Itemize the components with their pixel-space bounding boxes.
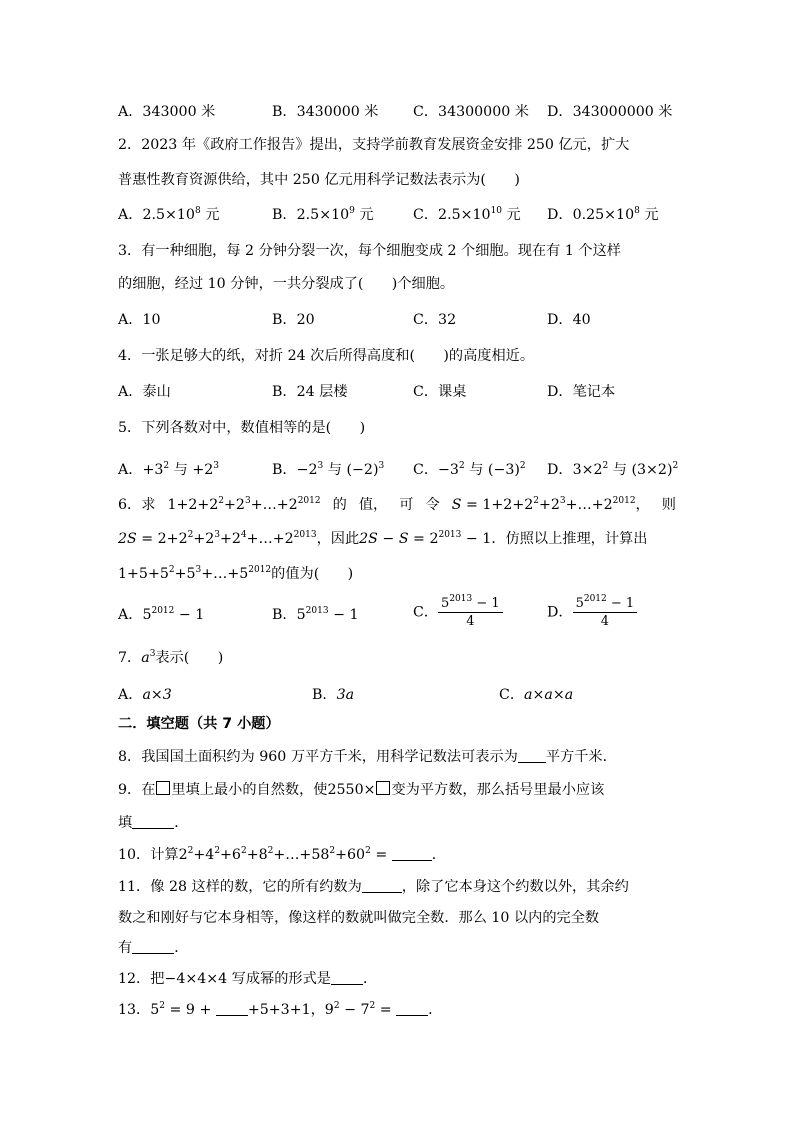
q6-stem-line2: $2S = 2+2^2+2^3+2^4+\dots+2^{2013}$，因此$2S - S = 2^{2013} - 1$．仿照以上推理，计算出	[118, 530, 648, 547]
q6-option-a: A．$5^{2012} - 1$	[118, 606, 205, 623]
q5-option-b: B．$-2^3$ 与 $(-2)^3$	[272, 461, 385, 478]
q6-option-d: D． $\frac{5^{2012} - 1}{4}$	[547, 597, 637, 628]
q12-answer-blank[interactable]	[331, 971, 363, 985]
q10-stem: 10．计算$2^2+4^2+6^2+8^2+\dots+58^2+60^2$ = ．	[118, 846, 446, 863]
q12-stem: 12．把−4×4×4 写成幂的形式是 ．	[118, 971, 378, 987]
q4-option-b: B．24 层楼	[272, 384, 348, 400]
q5-option-c: C．$-3^2$ 与 $(-3)^2$	[413, 461, 526, 478]
q3-option-b: B．20	[272, 312, 315, 328]
q6-option-b: B．$5^{2013} - 1$	[272, 606, 359, 623]
q1-option-a: A．343000 米	[118, 104, 216, 120]
q11-stem-line1: 11．像 28 这样的数，它的所有约数为 ，除了它本身这个约数以外，其余约	[118, 879, 629, 895]
q5-option-a: A．$+3^2$ 与 $+2^3$	[118, 461, 219, 478]
q13-blank-2[interactable]	[396, 1002, 428, 1016]
q13-stem: 13．$5^2 = 9 + +5+3+1$，$9^2 - 7^2$ = ．	[118, 1001, 443, 1018]
q8-stem: 8．我国国土面积约为 960 万平方千米，用科学记数法可表示为 平方千米．	[118, 749, 617, 765]
q7-stem: 7．$a^3$表示( )	[118, 649, 224, 666]
q2-option-c: C．$2.5\times 10^{10}$ 元	[413, 206, 521, 223]
q10-answer-blank[interactable]	[392, 847, 432, 861]
q3-stem-line1: 3．有一种细胞，每 2 分钟分裂一次，每个细胞变成 2 个细胞。现在有 1 个这样	[118, 243, 621, 259]
square-box-icon	[376, 781, 390, 795]
q1-option-c: C．34300000 米	[413, 104, 529, 120]
q3-option-c: C．32	[413, 312, 457, 328]
q4-option-c: C．课桌	[413, 384, 467, 400]
square-box-icon	[156, 781, 170, 795]
q4-option-a: A．泰山	[118, 384, 171, 400]
q11-stem-line2: 数之和刚好与它本身相等，像这样的数就叫做完全数．那么 10 以内的完全数	[118, 910, 600, 926]
q2-option-a: A．$2.5\times 10^8$ 元	[118, 206, 220, 223]
q11-stem-line3: 有 ．	[118, 940, 189, 956]
q2-stem-line1: 2．2023 年《政府工作报告》提出，支持学前教育发展资金安排 250 亿元，扩大	[118, 137, 630, 153]
q2-stem-line2: 普惠性教育资源供给，其中 250 亿元用科学记数法表示为( )	[118, 172, 520, 188]
q9-stem-line2: 填 ．	[118, 815, 189, 831]
q2-option-d: D．$0.25\times 10^8$ 元	[547, 206, 659, 223]
q4-stem: 4．一张足够大的纸，对折 24 次后所得高度和( )的高度相近。	[118, 348, 535, 364]
q6-stem-line3: $1+5+5^2+5^3+\dots+5^{2012}$的值为( )	[118, 565, 354, 582]
q7-option-a: A．a×3	[118, 687, 172, 703]
q8-answer-blank[interactable]	[518, 749, 546, 763]
q11-divisors-blank[interactable]	[362, 879, 402, 893]
q3-option-d: D．40	[547, 312, 591, 328]
q11-answer-blank[interactable]	[132, 940, 174, 954]
q3-stem-line2: 的细胞，经过 10 分钟，一共分裂成了( )个细胞。	[118, 276, 455, 292]
q7-option-c: C．a×a×a	[499, 687, 574, 703]
q4-option-d: D．笔记本	[547, 384, 616, 400]
q9-stem-line1: 9．在 里填上最小的自然数，使2550× 变为平方数，那么括号里最小应该	[118, 782, 605, 798]
q7-option-b: B．3a	[312, 687, 355, 703]
q13-blank-1[interactable]	[216, 1002, 248, 1016]
q5-stem: 5．下列各数对中，数值相等的是( )	[118, 420, 366, 436]
q6-option-c: C． $\frac{5^{2013} - 1}{4}$	[413, 597, 503, 628]
q5-option-d: D．$3\times 2^2$ 与 $(3\times 2)^2$	[547, 461, 679, 478]
q2-option-b: B．$2.5\times 10^9$ 元	[272, 206, 374, 223]
section-heading-fill-in: 二．填空题（共 7 小题）	[118, 716, 280, 732]
q1-option-b: B．3430000 米	[272, 104, 379, 120]
q3-option-a: A．10	[118, 312, 161, 328]
q9-answer-blank[interactable]	[132, 815, 174, 829]
q1-option-d: D．343000000 米	[547, 104, 673, 120]
q6-stem-line1: 6．求 $1+2+2^2+2^3+\dots+2^{2012}$ 的 值， 可 令 $S = 1+2+2^2+2^3+\dots+2^{2012}$， 则	[118, 496, 676, 513]
